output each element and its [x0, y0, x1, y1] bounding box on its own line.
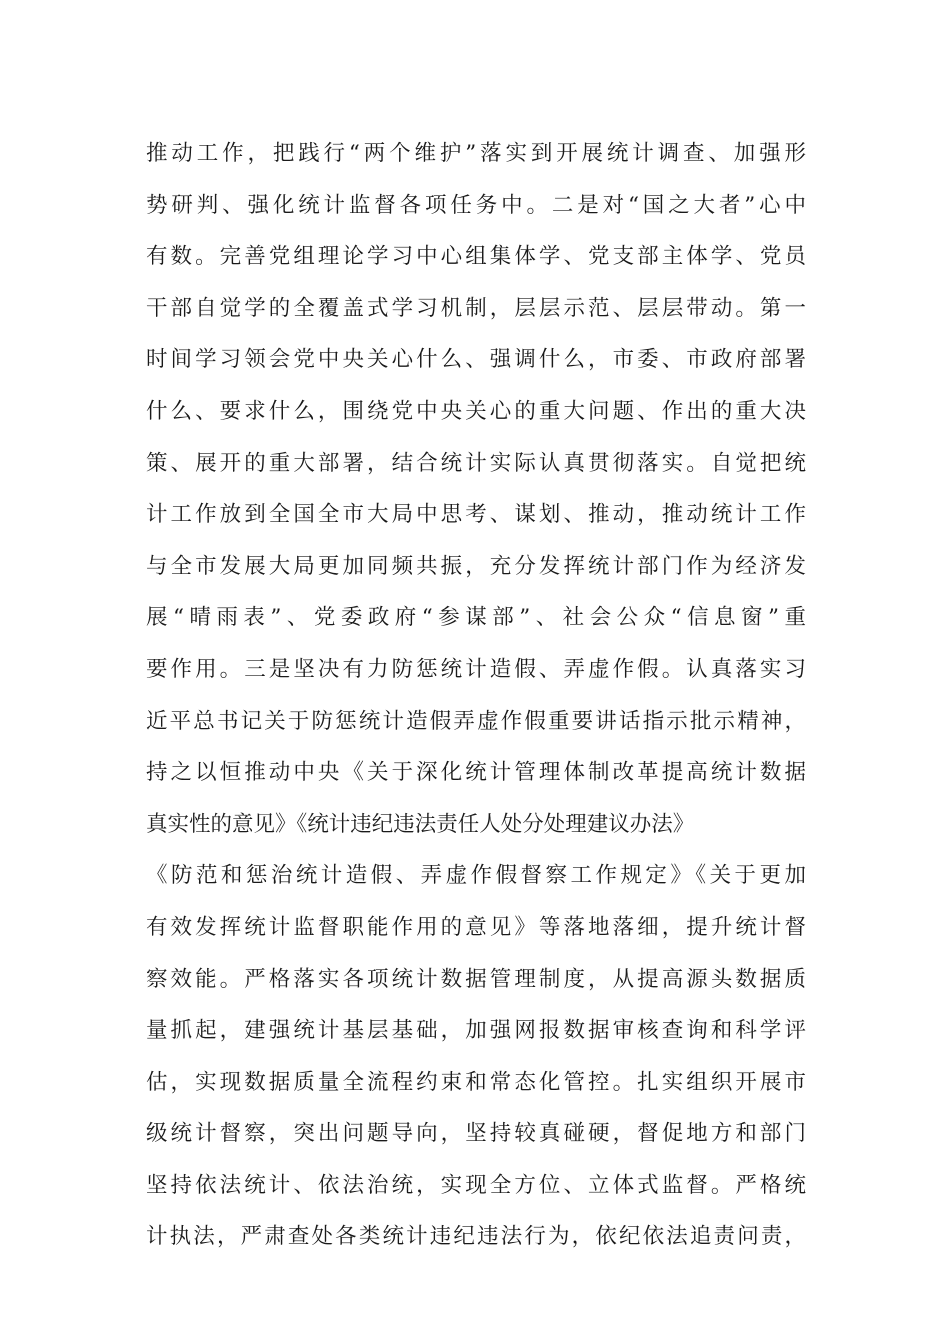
text-line: 计工作放到全国全市大局中思考、谋划、推动，推动统计工作 [146, 502, 806, 528]
text-line: 策、展开的重大部署，结合统计实际认真贯彻落实。自觉把统 [146, 450, 806, 476]
text-line: 干部自觉学的全覆盖式学习机制，层层示范、层层带动。第一 [146, 295, 806, 321]
text-line: 坚持依法统计、依法治统，实现全方位、立体式监督。严格统 [146, 1172, 806, 1198]
text-line: 估，实现数据质量全流程约束和常态化管控。扎实组织开展市 [146, 1069, 806, 1095]
text-line: 量抓起，建强统计基层基础，加强网报数据审核查询和科学评 [146, 1018, 806, 1044]
body-text [146, 128, 806, 1263]
text-line: 时间学习领会党中央关心什么、强调什么，市委、市政府部署 [146, 347, 806, 373]
text-line: 推动工作，把践行“两个维护”落实到开展统计调查、加强形 [146, 141, 806, 166]
text-line: 要作用。三是坚决有力防惩统计造假、弄虚作假。认真落实习 [146, 656, 806, 682]
text-line: 有效发挥统计监督职能作用的意见》等落地落细，提升统计督 [146, 914, 806, 940]
text-line: 级统计督察，突出问题导向，坚持较真碰硬，督促地方和部门 [146, 1121, 806, 1147]
text-line: 有数。完善党组理论学习中心组集体学、党支部主体学、党员 [146, 244, 806, 270]
text-line: 什么、要求什么，围绕党中央关心的重大问题、作出的重大决 [146, 398, 806, 424]
text-line: 计执法，严肃查处各类统计违纪违法行为，依纪依法追责问责， [146, 1224, 806, 1250]
text-line: 《防范和惩治统计造假、弄虚作假督察工作规定》《关于更加 [146, 863, 806, 889]
text-line: 与全市发展大局更加同频共振，充分发挥统计部门作为经济发 [146, 553, 806, 579]
text-line: 势研判、强化统计监督各项任务中。二是对“国之大者”心中 [146, 192, 806, 218]
text-line: 展“晴雨表”、党委政府“参谋部”、社会公众“信息窗”重 [146, 605, 806, 631]
text-line: 近平总书记关于防惩统计造假弄虚作假重要讲话指示批示精神， [146, 708, 806, 734]
text-line: 真实性的意见》《统计违纪违法责任人处分处理建议办法》 [146, 811, 695, 837]
text-line: 持之以恒推动中央《关于深化统计管理体制改革提高统计数据 [146, 760, 806, 786]
text-line: 察效能。严格落实各项统计数据管理制度，从提高源头数据质 [146, 966, 806, 992]
